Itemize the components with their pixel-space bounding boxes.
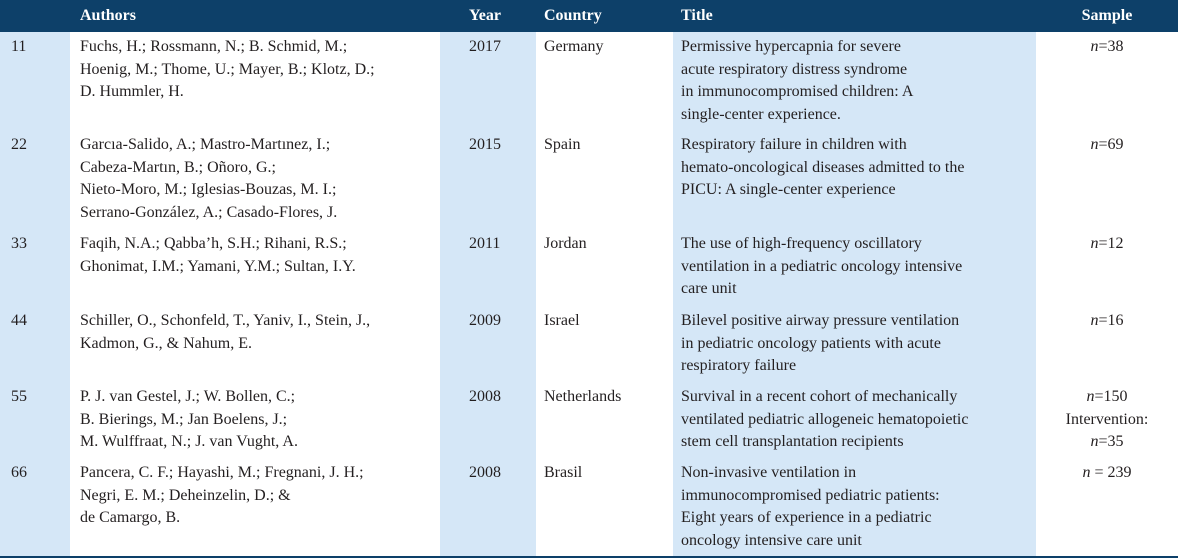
cell-id: 33	[11, 235, 27, 252]
cell-country: Israel	[544, 312, 580, 329]
sample-intervention-label: Intervention:	[1065, 410, 1149, 428]
sample-value: =150	[1094, 388, 1128, 405]
header-id	[0, 0, 70, 32]
cell-title: Respiratory failure in children with hemato-oncological diseases admitted to the PICU: A single-center experience	[681, 136, 965, 198]
cell-title: Permissive hypercapnia for severe acute respiratory distress syndrome in immunocompromised children: A single-center experience.	[681, 38, 914, 123]
table-row	[0, 32, 1178, 130]
cell-country: Spain	[544, 136, 581, 153]
sample-n: n	[1082, 464, 1091, 481]
cell-year: 2011	[469, 235, 501, 252]
table-row	[0, 229, 1178, 306]
cell-id: 66	[11, 464, 27, 481]
cell-country: Brasil	[544, 464, 583, 481]
cell-title: The use of high-frequency oscillatory ventilation in a pediatric oncology intensive care unit	[681, 235, 963, 297]
cell-id: 44	[11, 312, 27, 329]
cell-authors: P. J. van Gestel, J.; W. Bollen, C.; B. Bierings, M.; Jan Boelens, J.; M. Wulffraat, N.; J. van Vught, A.	[80, 388, 298, 450]
cell-id: 55	[11, 388, 27, 405]
table-row	[0, 458, 1178, 556]
sample-n: n	[1090, 312, 1099, 329]
cell-country: Germany	[544, 38, 604, 55]
cell-sample	[1036, 130, 1178, 157]
table-body	[0, 32, 1178, 556]
header-sample: Sample	[1036, 0, 1178, 32]
sample-value: =16	[1098, 312, 1124, 329]
header-title: Title	[673, 0, 1036, 32]
cell-country: Jordan	[544, 235, 587, 252]
cell-sample	[1036, 458, 1178, 485]
sample-n: n	[1090, 38, 1099, 55]
cell-authors: Fuchs, H.; Rossmann, N.; B. Schmid, M.; Hoenig, M.; Thome, U.; Mayer, B.; Klotz, D.; D. Hummler, H.	[80, 38, 375, 100]
sample-intervention-value: =35	[1098, 433, 1124, 450]
table-row	[0, 382, 1178, 458]
cell-sample	[1036, 229, 1178, 256]
cell-authors: Faqih, N.A.; Qabba’h, S.H.; Rihani, R.S.; Ghonimat, I.M.; Yamani, Y.M.; Sultan, I.Y.	[80, 235, 356, 275]
header-authors: Authors	[70, 0, 440, 32]
header-row	[0, 0, 1178, 32]
table-row	[0, 306, 1178, 382]
cell-title: Survival in a recent cohort of mechanically ventilated pediatric allogeneic hematopoietic stem cell transplantation recipients	[681, 388, 969, 450]
cell-year: 2008	[469, 464, 501, 481]
sample-value: =12	[1098, 235, 1124, 252]
table-row	[0, 130, 1178, 229]
table-header	[0, 0, 1178, 32]
sample-n: n	[1090, 433, 1099, 450]
cell-year: 2015	[469, 136, 501, 153]
sample-n: n	[1086, 388, 1095, 405]
cell-country: Netherlands	[544, 388, 622, 405]
cell-authors: Garcıa-Salido, A.; Mastro-Martınez, I.; Cabeza-Martın, B.; Oñoro, G.; Nieto-Moro, M.; Iglesias-Bouzas, M. I.; Serrano-González, A.; Casado-Flores, J.	[80, 136, 338, 221]
sample-value: =38	[1098, 38, 1124, 55]
cell-sample	[1036, 382, 1178, 454]
cell-id: 11	[11, 38, 27, 55]
sample-n: n	[1090, 235, 1099, 252]
cell-year: 2009	[469, 312, 501, 329]
sample-value: =69	[1098, 136, 1124, 153]
header-year: Year	[440, 0, 536, 32]
cell-authors: Pancera, C. F.; Hayashi, M.; Fregnani, J. H.; Negri, E. M.; Deheinzelin, D.; & de Camargo, B.	[80, 464, 364, 526]
header-country: Country	[536, 0, 673, 32]
cell-authors: Schiller, O., Schonfeld, T., Yaniv, I., Stein, J., Kadmon, G., & Nahum, E.	[80, 312, 371, 352]
cell-sample	[1036, 306, 1178, 333]
cell-id: 22	[11, 136, 27, 153]
cell-title: Bilevel positive airway pressure ventilation in pediatric oncology patients with acute respiratory failure	[681, 312, 960, 374]
cell-sample	[1036, 32, 1178, 59]
cell-title: Non-invasive ventilation in immunocompromised pediatric patients: Eight years of experience in a pediatric oncology intensive care unit	[681, 464, 940, 549]
sample-value: = 239	[1090, 464, 1132, 481]
cell-year: 2017	[469, 38, 501, 55]
cell-year: 2008	[469, 388, 501, 405]
sample-n: n	[1090, 136, 1099, 153]
